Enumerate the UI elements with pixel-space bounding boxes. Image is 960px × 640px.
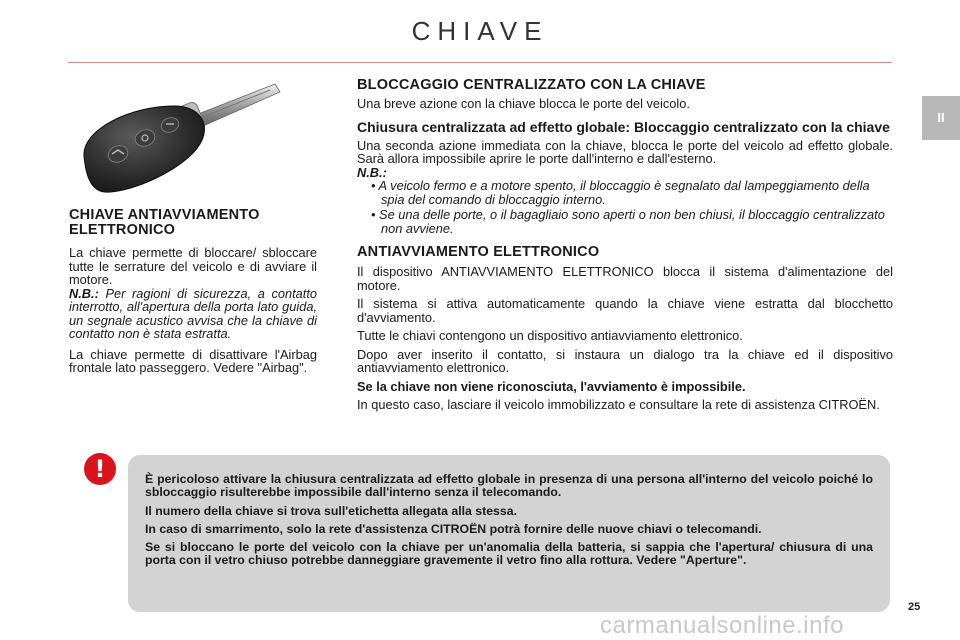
- page-title: CHIAVE: [411, 16, 549, 46]
- warning-item-3: In caso di smarrimento, solo la rete d'assistenza CITROËN potrà fornire delle nuove chiavi o telecomandi.: [145, 521, 762, 536]
- key-paragraph-1: La chiave permette di bloccare/ sbloccare tutte le serrature del veicolo e di avviare il motore.: [69, 245, 317, 287]
- watermark: carmanualsonline.info: [600, 612, 844, 639]
- section-heading-deadlocking: Chiusura centralizzata ad effetto globale: Bloccaggio centralizzato con la chiave: [357, 118, 890, 135]
- warning-item-2: Il numero della chiave si trova sull'etichetta allegata alla stessa.: [145, 503, 517, 518]
- immobiliser-warning-bold: Se la chiave non viene riconosciuta, l'avviamento è impossibile.: [357, 378, 746, 394]
- note-label: N.B.:: [69, 285, 99, 301]
- deadlocking-text: Una seconda azione immediata con la chiave, blocca le porte del veicolo ad effetto globale. Sarà allora impossibile aprire le porte dall'interno e dall'esterno.: [357, 137, 893, 166]
- section-heading-key: CHIAVE ANTIAVVIAMENTO ELETTRONICO: [69, 207, 260, 238]
- section-heading-immobiliser: ANTIAVVIAMENTO ELETTRONICO: [357, 244, 600, 260]
- title-divider: [68, 62, 892, 63]
- immobiliser-text-1: Il dispositivo ANTIAVVIAMENTO ELETTRONICO blocca il sistema d'alimentazione del motore.: [357, 264, 893, 293]
- warning-icon: !: [84, 453, 116, 485]
- warning-item-4: Se si bloccano le porte del veicolo con la chiave per un'anomalia della batteria, si sappia che l'apertura/ chiusura di una porta con il vetro chiuso potrebbe danneggiare gravemente il vetro fino alla rottura. Vedere "Aperture".: [145, 540, 873, 568]
- key-fob-image: [70, 78, 290, 208]
- note-bullet-2: • Se una delle porte, o il bagagliaio sono aperti o non ben chiusi, il bloccaggio centralizzato non avviene.: [371, 207, 885, 236]
- immobiliser-text-2: Il sistema si attiva automaticamente quando la chiave viene estratta dal blocchetto d'avviamento.: [357, 296, 893, 325]
- note-bullet-1: • A veicolo fermo e a motore spento, il bloccaggio è segnalato dal lampeggiamento della spia del comando di bloccaggio interno.: [371, 178, 870, 207]
- section-heading-central-locking: BLOCCAGGIO CENTRALIZZATO CON LA CHIAVE: [357, 77, 706, 93]
- left-column: [69, 208, 317, 375]
- warning-text: [145, 473, 873, 568]
- note-text: Per ragioni di sicurezza, a contatto interrotto, all'apertura della porta lato guida, un segnale acustico avvisa che la chiave di contatto non è stata estratta.: [69, 285, 317, 341]
- chapter-tab[interactable]: II: [922, 96, 960, 140]
- central-locking-text: Una breve azione con la chiave blocca le porte del veicolo.: [357, 96, 690, 111]
- immobiliser-text-5: In questo caso, lasciare il veicolo immobilizzato e consultare la rete di assistenza CITROËN.: [357, 397, 880, 412]
- note-label: N.B.:: [357, 164, 387, 180]
- right-column: [357, 78, 893, 412]
- immobiliser-text-3: Tutte le chiavi contengono un dispositivo antiavviamento elettronico.: [357, 328, 743, 343]
- warning-item-1: È pericoloso attivare la chiusura centralizzata ad effetto globale in presenza di una persona all'interno del veicolo poiché lo sbloccaggio risulterebbe impossibile dall'interno senza il telecomando.: [145, 472, 873, 500]
- immobiliser-text-4: Dopo aver inserito il contatto, si instaura un dialogo tra la chiave ed il dispositivo antiavviamento elettronico.: [357, 346, 893, 375]
- page-number: 25: [908, 601, 921, 613]
- key-paragraph-2: La chiave permette di disattivare l'Airbag frontale lato passeggero. Vedere "Airbag".: [69, 346, 317, 375]
- key-note: [69, 287, 317, 341]
